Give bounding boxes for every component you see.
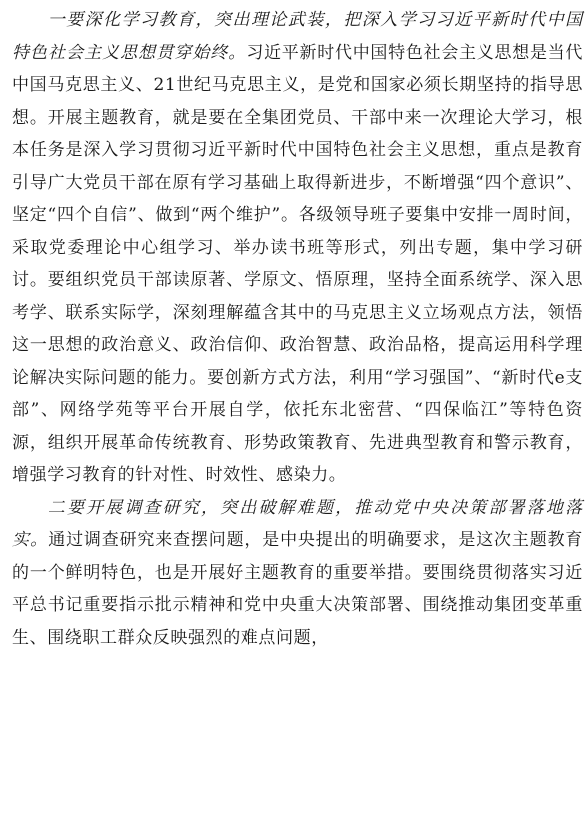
paragraph-2 bbox=[12, 492, 583, 655]
paragraph-1-body: 习近平新时代中国特色社会主义思想是当代中国马克思主义、21世纪马克思主义，是党和国家必须长期坚持的指导思想。开展主题教育，就是要在全集团党员、干部中来一次理论大学习，根本任务是深入学习贯彻习近平新时代中国特色社会主义思想，重点是教育引导广大党员干部在原有学习基础上取得新进步，不断增强“四个意识”、坚定“四个自信”、做到“两个维护”。各级领导班子要集中安排一周时间，采取党委理论中心组学习、举办读书班等形式，列出专题，集中学习研讨。要组织党员干部读原著、学原文、悟原理，坚持全面系统学、深入思考学、联系实际学，深刻理解蕴含其中的马克思主义立场观点方法，领悟这一思想的政治意义、政治信仰、政治智慧、政治品格，提高运用科学理论解决实际问题的能力。要创新方式方法，利用“学习强国”、“新时代e支部”、网络学苑等平台开展自学，依托东北密营、“四保临江”等特色资源，组织开展革命传统教育、形势政策教育、先进典型教育和警示教育，增强学习教育的针对性、时效性、感染力。 bbox=[12, 42, 584, 485]
paragraph-1 bbox=[12, 4, 583, 492]
paragraph-2-heading: 二要开展调查研究，突出破解难题，推动党中央决策部署落地落实。 bbox=[12, 497, 583, 550]
paragraph-2-body: 通过调查研究来查摆问题，是中央提出的明确要求，是这次主题教育的一个鲜明特色，也是开展好主题教育的重要举措。要围绕贯彻落实习近平总书记重要指示批示精神和党中央重大决策部署、围绕推动集团变革重生、围绕职工群众反映强烈的难点问题， bbox=[12, 530, 583, 648]
paragraph-1-heading: 一要深化学习教育，突出理论武装，把深入学习习近平新时代中国特色社会主义思想贯穿始终。 bbox=[12, 10, 583, 63]
